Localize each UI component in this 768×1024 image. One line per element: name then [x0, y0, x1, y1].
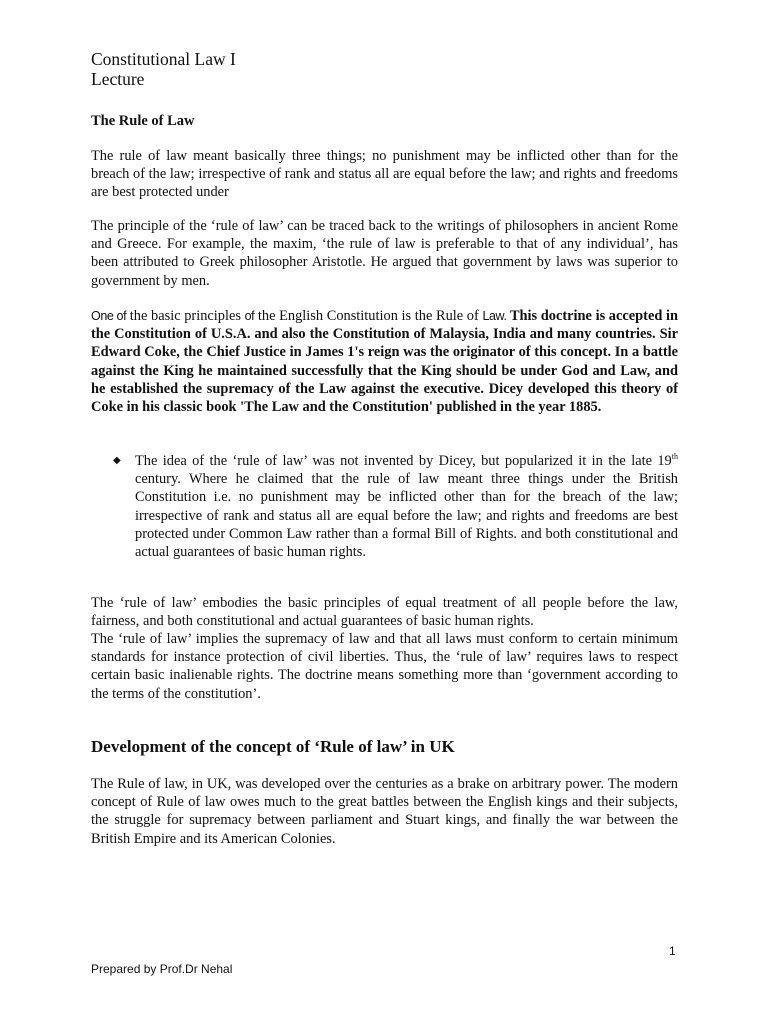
paragraph-definition: The rule of law meant basically three things; no punishment may be inflicted other than for the breach of the law; irrespective of rank and status all are equal before the law; and rights and freedoms are best protected under — [91, 148, 678, 201]
section-title-development-uk: Development of the concept of ‘Rule of law’ in UK — [91, 737, 455, 756]
course-title: Constitutional Law I — [91, 49, 236, 69]
paragraph-supremacy: The ‘rule of law’ implies the supremacy of law and that all laws must conform to certain minimum standards for instance protection of civil liberties. Thus, the ‘rule of law’ requires laws to respect certain basic inalienable rights. The doctrine means something more than ‘government according to the terms of the constitution’. — [91, 631, 678, 702]
text-fragment: Law. — [482, 309, 507, 323]
footer-author: Prepared by Prof.Dr Nehal — [91, 962, 233, 976]
bullet-text — [135, 452, 678, 561]
bold-text: This doctrine is accepted in the Constitution of U.S.A. and also the Constitution of Malaysia, India and many countries. Sir Edward Coke, the Chief Justice in James 1's reign was the originator of this concept. In a battle against the King he maintained successfully that the King should be under God and Law, and he established the supremacy of the Law against the executive. Dicey developed this theory of Coke in his classic book 'The Law and the Constitution' published in the year 1885. — [91, 308, 678, 416]
document-page — [91, 0, 678, 1024]
course-subtitle: Lecture — [91, 69, 145, 89]
text-fragment: of — [244, 309, 255, 323]
text-fragment: century. Where he claimed that the rule of law meant three things under the British Constitution i.e. no punishment may be inflicted other than for the breach of the law; irrespective of rank and status all are equal before the law; and rights and freedoms are best protected under Common Law rather than a formal Bill of Rights. and both constitutional and actual guarantees of basic human rights. — [135, 471, 678, 561]
section-title-rule-of-law: The Rule of Law — [91, 113, 195, 129]
paragraph-origins: The principle of the ‘rule of law’ can be traced back to the writings of philosophers in ancient Rome and Greece. For example, the maxim, ‘the rule of law is preferable to that of any individual’, has been attributed to Greek philosopher Aristotle. He argued that government by laws was superior to government by men. — [91, 218, 678, 289]
text-fragment: One of — [91, 309, 127, 323]
page-number: 1 — [669, 944, 676, 958]
superscript: th — [671, 452, 678, 461]
text-fragment: the basic principles — [126, 308, 245, 324]
text-fragment: the English Constitution is the Rule of — [254, 308, 483, 324]
paragraph-english-constitution — [91, 307, 678, 416]
paragraph-development: The Rule of law, in UK, was developed over the centuries as a brake on arbitrary power. The modern concept of Rule of law owes much to the great battles between the English kings and their subjects, the struggle for supremacy between parliament and Stuart kings, and finally the war between the British Empire and its American Colonies. — [91, 776, 678, 847]
diamond-bullet-icon: ◆ — [113, 455, 121, 466]
paragraph-equal-treatment: The ‘rule of law’ embodies the basic principles of equal treatment of all people before the law, fairness, and both constitutional and actual guarantees of basic human rights. — [91, 595, 678, 630]
text-fragment: The idea of the ‘rule of law’ was not invented by Dicey, but popularized it in the late 19 — [135, 453, 672, 469]
